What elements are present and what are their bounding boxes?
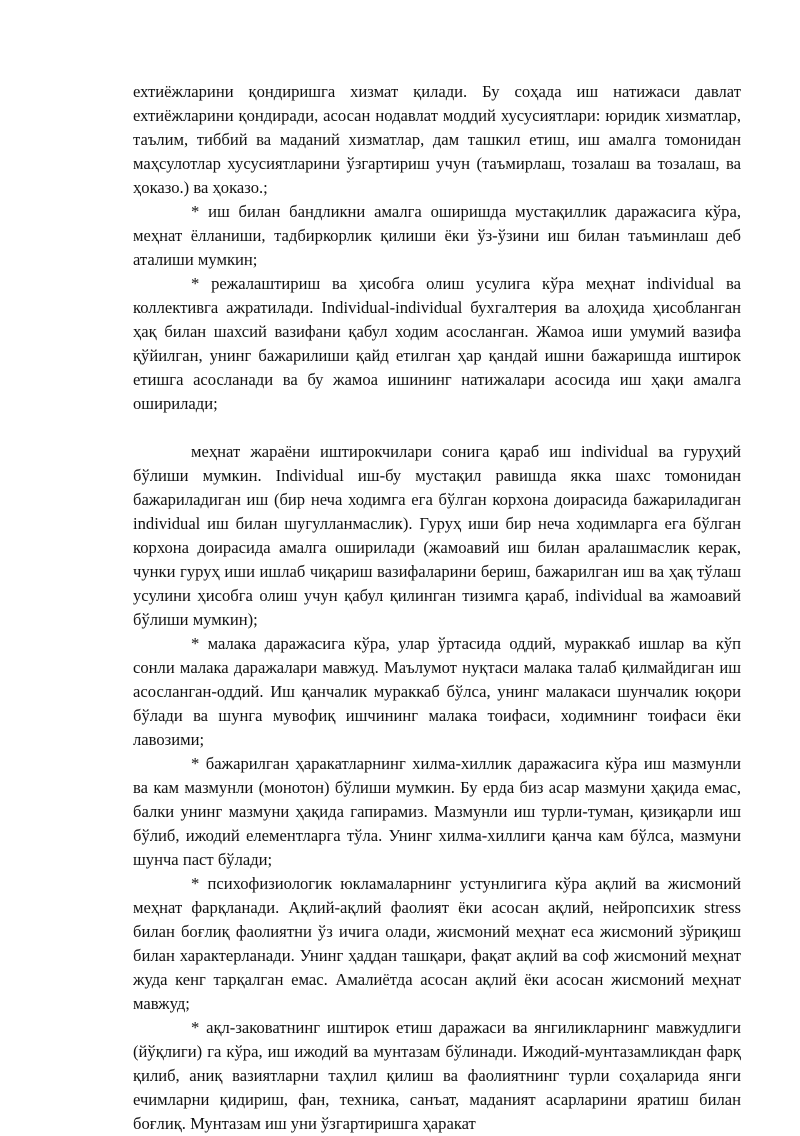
paragraph-qualification: * малака даражасига кўра, улар ўртасида оддий, мураккаб ишлар ва кўп сонли малака даражалари мавжуд. Маълумот нуқтаси малака талаб қилмайдиган иш асосланган-оддий. Иш қанчалик мураккаб бўлса, унинг малакаси шунчалик юқори бўлади ва шунга мувофиқ ишчининг малака тоифаси, ходимнинг тоифаси ёки лавозими; [133,634,741,749]
paragraph-planning-accounting: * режалаштириш ва ҳисобга олиш усулига кўра меҳнат individual ва коллективга ажратилади. Individual-individual бухгалтерия ва алоҳида ҳисобланган ҳақ билан шахсий вазифани қабул ходим асосланган. Жамоа иши умумий вазифа қўйилган, унинг бажарилиши қайд етилган ҳар қандай ишни бажаришда иштирок етишга асосланади ва бу жамоа ишининг натижалари асосида иш ҳақи амалга оширилади; [133,274,741,413]
document-page [133,80,741,1136]
paragraph-continuation: ехтиёжларини қондиришга хизмат қилади. Бу соҳада иш натижаси давлат ехтиёжларини қондиради, асосан нодавлат моддий хусусиятлари: юридик хизматлар, таълим, тиббий ва маданий хизматлар, дам ташкил етиш, иш амалга томонидан маҳсулотлар хусусиятларини ўзгартириш учун (таъмирлаш, тозалаш ва тозалаш, ва ҳоказо.) ва ҳоказо.; [133,82,741,197]
paragraph-intellect-creative: * ақл-заковатнинг иштирок етиш даражаси ва янгиликларнинг мавжудлиги (йўқлиги) га кўра, иш ижодий ва мунтазам бўлинади. Ижодий-мунтазамликдан фарқ қилиб, аниқ вазиятларни таҳлил қилиш ва фаолиятнинг турли соҳаларида янги ечимларни қидириш, фан, техника, санъат, маданият асарларини яратиш билан боғлиқ. Мунтазам иш уни ўзгартиришга ҳаракат [133,1018,741,1133]
paragraph-participants: меҳнат жараёни иштирокчилари сонига қараб иш individual ва гуруҳий бўлиши мумкин. Individual иш-бу мустақил равишда якка шахс томонидан бажариладиган иш (бир неча ходимга ега бўлган корхона доирасида бажариладиган individual иш билан шугулланмаслик). Гуруҳ иши бир неча ходимларга ега бўлган корхона доирасида амалга оширилади (жамоавий иш билан аралашмаслик керак, чунки гуруҳ иши ишлаб чиқариш вазифаларини бериш, бажарилган иш ва ҳақ тўлаш усулини ҳисобга олиш учун қабул қилинган тизимга қараб, individual ва жамоавий бўлиши мумкин); [133,442,741,629]
paragraph-diversity: * бажарилган ҳаракатларнинг хилма-хиллик даражасига кўра иш мазмунли ва кам мазмунли (монотон) бўлиши мумкин. Бу ерда биз асар мазмуни ҳақида емас, балки унинг мазмуни ҳақида гапирамиз. Мазмунли иш турли-туман, қизиқарли иш бўлиб, ижодий елементларга тўла. Унинг хилма-хиллиги қанча кам бўлса, мазмуни шунча паст бўлади; [133,754,741,869]
paragraph-gap [133,416,741,440]
paragraph-psychophysiological: * психофизиологик юкламаларнинг устунлигига кўра ақлий ва жисмоний меҳнат фарқланади. Ақлий-ақлий фаолият ёки асосан ақлий, нейропсихик stress билан боғлиқ фаолиятни ўз ичига олади, жисмоний меҳнат еса жисмоний зўриқиш билан характерланади. Унинг ҳаддан ташқари, фақат ақлий ва соф жисмоний меҳнат жуда кенг тарқалган емас. Амалиётда асосан ақлий ёки асосан жисмоний меҳнат мавжуд; [133,874,741,1013]
paragraph-employment-independence: * иш билан бандликни амалга оширишда мустақиллик даражасига кўра, меҳнат ёлланиши, тадбиркорлик қилиши ёки ўз-ўзини иш билан таъминлаш деб аталиши мумкин; [133,202,741,269]
